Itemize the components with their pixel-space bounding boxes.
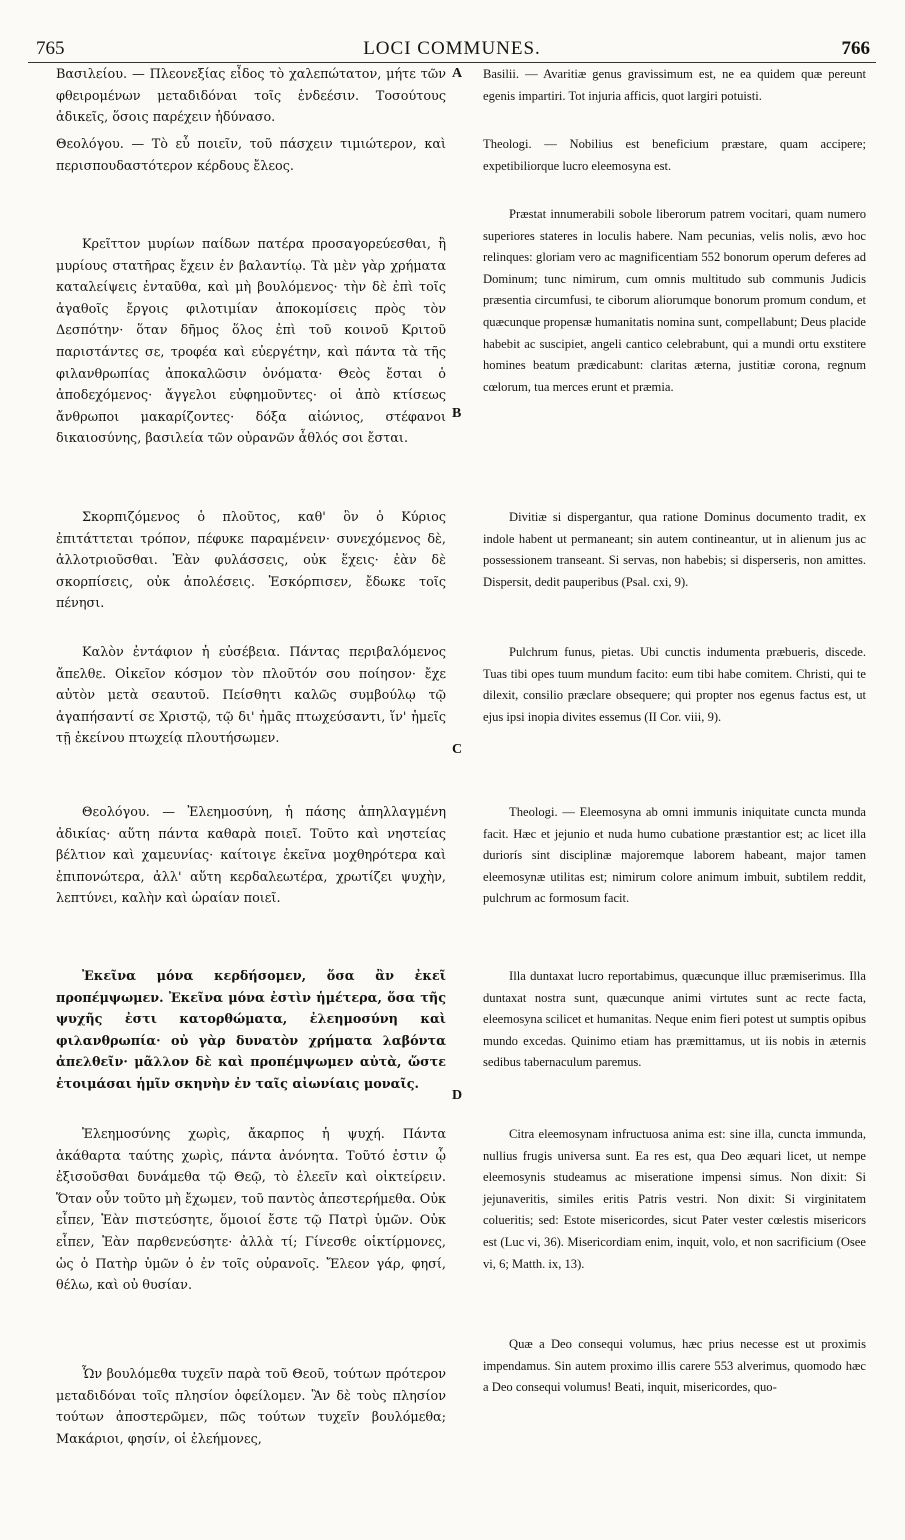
latin-paragraph: Præstat innumerabili sobole liberorum patrem vocitari, quam numero superiores stateres in loculis habere. Nam pecunias, velis nolis, ævo hoc relinques: gloriam vero ac magnificentiam 552 bonorum operum deferes ad Dominum; tunc nimirum, cum omnis multitudo sub communis Judicis præsentia circumfusi, te ciborum aliorumque bonorum promum condum, et quæcunque propensæ humanitatis nomina sunt, compellabunt; Deus placide habebit ac suscipiet, angeli cantico celebrabunt, qui a mundi ortu exstitere homines beatum prædicabunt: claritas æterna, justitiæ corona, regnum cœlorum, tua merces erunt et præmia. [483,207,866,394]
greek-paragraph: Βασιλείου. — Πλεονεξίας εἶδος τὸ χαλεπώτατον, μήτε τῶν φθειρομένων μεταδιδόναι τοῖς ἐνδεέσιν. Τοσούτους ἀδικεῖς, ὅσοις παρέχειν ἠδύνασο. [56,67,446,126]
greek-paragraph: Ἐκεῖνα μόνα κερδήσομεν, ὅσα ἂν ἐκεῖ προπέμψωμεν. Ἐκεῖνα μόνα ἐστὶν ἡμέτερα, ὅσα τῆς ψυχῆς ἐστι κατορθώματα, ἐλεημοσύνη καὶ φιλανθρωπία· οὐ γὰρ δυνατὸν χρήματα λαβόντα ἀπελθεῖν· μᾶλλον δὲ καὶ προπέμψωμεν αὐτὰ, ὥστε ἑτοιμάσαι ἡμῖν σκηνὴν ἐν ταῖς αἰωνίαις μοναῖς. [56,969,446,1092]
latin-paragraph: Theologi. — Eleemosyna ab omni immunis iniquitate cuncta munda facit. Hæc et jejunio et nuda humo cubatione præstantior est; ac licet illa duriorís sint disciplinæ majoremque laborem habeant, major tamen eleemosynæ utilitas est; nimirum colore animum imbuit, subtilem reddit, pulchrum ac formosum facit. [483,805,866,906]
margin-marker-c: C [452,742,463,757]
latin-paragraph: Pulchrum funus, pietas. Ubi cunctis indumenta præbueris, discede. Tuas tibi opes tuum mundum facito: eum tibi habe comitem. Christi, qui te dilexit, consilio præclare obsequere; qui propter nos egenus factus est, ut ejus ipsi inopia divites essemus (II Cor. viii, 9). [483,645,866,724]
running-header [28,36,876,63]
latin-paragraph: Theologi. — Nobilius est beneficium præstare, quam accipere; expetibiliorque lucro eleemosyna est. [483,137,866,173]
latin-paragraph: Basilii. — Avaritiæ genus gravissimum est, ne ea quidem quæ pereunt egenis impartiri. Tot injuria afficis, quot largiri potuisti. [483,67,866,103]
latin-paragraph: Citra eleemosynam infructuosa anima est: sine illa, cuncta immunda, nullius frugis universa sunt. Ea res est, qua Deo æquari licet, ut nempe eleemosynis studeamus ac miseratione impensi simus. Non dixit: Si jejunaveritis, similes eritis Patris vestri. Non dixit: Si virginitatem colueritis; sed: Estote misericordes, sicut Pater vester cœlestis misericors est (Luc vi, 36). Misericordiam enim, inquit, volo, et non sacrificium (Osee vi, 6; Matth. ix, 13). [483,1127,866,1271]
margin-marker-a: A [452,66,463,81]
page-number-left: 765 [36,38,65,59]
greek-paragraph: Σκορπιζόμενος ὁ πλοῦτος, καθ' ὃν ὁ Κύριος ἐπιτάττεται τρόπον, πέφυκε παραμένειν· συνεχόμενος δὲ, ἀλλοτριοῦσθαι. Ἐὰν φυλάσσεις, οὐκ ἕχεις· ἐὰν δὲ σκορπίσεις, οὐκ ἀπολέσεις. Ἐσκόρπισεν, ἔδωκε τοῖς πένησι. [56,510,446,612]
greek-paragraph: Κρεῖττον μυρίων παίδων πατέρα προσαγορεύεσθαι, ἢ μυρίους στατῆρας ἔχειν ἐν βαλαντίῳ. Τὰ μὲν γὰρ χρήματα καταλείψεις ἐνταῦθα, καὶ μὴ βουλόμενος· τὴν δὲ ἐπὶ τοῖς ἀγαθοῖς ἔργοις φιλοτιμίαν ἀποκομίσεις πρὸς τὸν Δεσπότην· ὅταν δῆμος ὅλος ἐπὶ τοῦ κοινοῦ Κριτοῦ παριστάντες σε, τροφέα καὶ εὐεργέτην, καὶ πάντα τὰ τῆς φιλανθρωπίας ἀποκαλῶσιν ὀνόματα· Θεὸς ἔσται ὁ ἀποδεχόμενος· ἄγγελοι εὐφημοῦντες· οἱ ἀπὸ κτίσεως ἄνθρωποι μακαρίζοντες· δόξα αἰώνιος, στέφανοι δικαιοσύνης, βασιλεία τῶν οὐρανῶν ἆθλός σοι ἔσται. [56,237,446,447]
running-title: LOCI COMMUNES. [363,38,541,59]
greek-paragraph: Ὧν βουλόμεθα τυχεῖν παρὰ τοῦ Θεοῦ, τούτων πρότερον μεταδιδόναι τοῖς πλησίον ὀφείλομεν. Ἂν δὲ τοὺς πλησίον τούτων ἀποστερῶμεν, πῶς τούτων τυχεῖν βουλόμεθα; Μακάριοι, φησίν, οἱ ἐλεήμονες, [56,1367,446,1447]
latin-paragraph: Quæ a Deo consequi volumus, hæc prius necesse est ut proximis impendamus. Sin autem proximo illis carere 553 alverimus, quomodo hæc a Deo consequi volumus! Beati, inquit, misericordes, quo- [483,1337,866,1395]
greek-paragraph: Ἐλεημοσύνης χωρὶς, ἄκαρπος ἡ ψυχή. Πάντα ἀκάθαρτα ταύτης χωρὶς, πάντα ἀνόνητα. Τοῦτό ἐστιν ᾧ ἐξισοῦσθαι δυνάμεθα τῷ Θεῷ, τὸ ἐλεεῖν καὶ οἰκτείρειν. Ὅταν οὖν τοῦτο μὴ ἔχωμεν, τοῦ παντὸς ἀπεστερήμεθα. Οὐκ εἶπεν, Ἐὰν πιστεύσητε, ὅμοιοί ἔστε τῷ Πατρὶ ὑμῶν. Οὐκ εἶπεν, Ἐὰν παρθενεύσητε· ἀλλὰ τί; Γίνεσθε οἰκτίρμονες, ὡς ὁ Πατὴρ ὑμῶν ὁ ἐν τοῖς οὐρανοῖς. Ἔλεον γάρ, φησί, θέλω, καὶ οὐ θυσίαν. [56,1127,446,1294]
latin-paragraph: Illa duntaxat lucro reportabimus, quæcunque illuc præmiserimus. Illa duntaxat nostra sunt, quæcunque animi virtutes sunt ac recte facta, eleemosyna scilicet et humanitas. Neque enim fieri potest ut sumptis opibus mundo excedas. Quinimo etiam has præmittamus, ut iis nobis in æternis sedibus tabernaculum paremus. [483,969,866,1070]
greek-paragraph: Θεολόγου. — Ἐλεημοσύνη, ἡ πάσης ἀπηλλαγμένη ἀδικίας· αὕτη πάντα καθαρὰ ποιεῖ. Τοῦτο καὶ νηστείας βέλτιον καὶ χαμευνίας· καίτοιγε ἐκεῖνα μοχθηρότερα καὶ ἐπιπονώτερα, ἀλλ' αὕτη κερδαλεωτέρα, χρωτίζει ψυχὴν, λεπτύνει, καλὴν καὶ ὡραίαν ποιεῖ. [56,805,446,907]
greek-paragraph: Θεολόγου. — Τὸ εὖ ποιεῖν, τοῦ πάσχειν τιμιώτερον, καὶ περισπουδαστότερον κέρδους ἔλεος. [56,137,446,174]
page-number-right: 766 [841,38,870,59]
latin-paragraph: Divitiæ si dispergantur, qua ratione Dominus documento tradit, ex indole habent ut permaneant; sin autem contineantur, ut in alienum jus ac possessionem transeant. Si servas, non habebis; si disperseris, non amittes. Dispersit, dedit pauperibus (Psal. cxi, 9). [483,510,866,589]
margin-marker-b: B [452,406,462,421]
greek-paragraph: Καλὸν ἐντάφιον ἡ εὐσέβεια. Πάντας περιβαλόμενος ἄπελθε. Οἰκεῖον κόσμον τὸν πλοῦτόν σου ποίησον· ἔχε αὐτὸν μετὰ σεαυτοῦ. Πείσθητι καλῶς συμβούλῳ τῷ ἀγαπήσαντί σε Χριστῷ, τῷ δι' ἡμᾶς πτωχεύσαντι, ἵν' ἡμεῖς τῇ ἐκείνου πτωχείᾳ πλουτήσωμεν. [56,645,446,747]
margin-marker-d: D [452,1088,463,1103]
